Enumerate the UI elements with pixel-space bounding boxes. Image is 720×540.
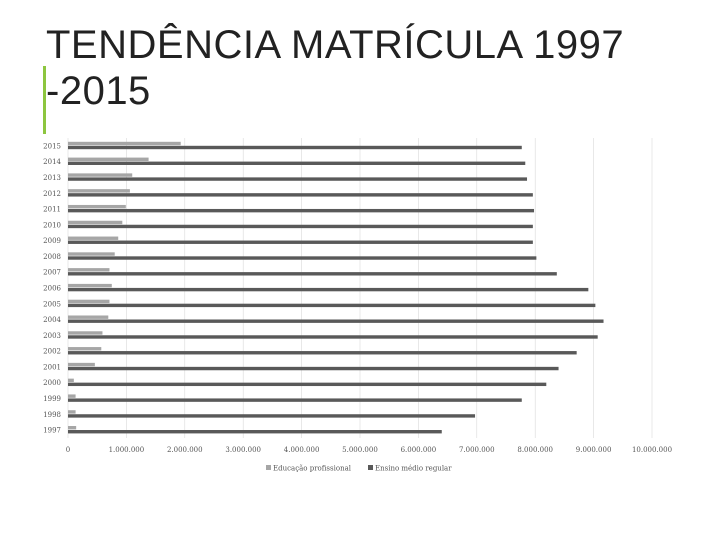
x-tick-label: 0 <box>65 446 71 454</box>
bar-ensino-medio-regular-2007 <box>68 272 557 275</box>
bar-educacao-profissional-2005 <box>68 300 109 303</box>
legend-label: Educação profissional <box>273 464 351 473</box>
x-tick-label: 8.000.000 <box>517 446 554 454</box>
bar-ensino-medio-regular-2002 <box>68 351 577 354</box>
bar-ensino-medio-regular-2011 <box>68 209 534 212</box>
y-tick-label: 2010 <box>43 221 61 230</box>
y-axis-tick-labels <box>43 142 61 434</box>
y-tick-label: 2003 <box>43 331 61 340</box>
bar-educacao-profissional-1998 <box>68 410 76 413</box>
bar-ensino-medio-regular-2004 <box>68 319 604 322</box>
x-tick-label: 3.000.000 <box>225 446 262 454</box>
bar-ensino-medio-regular-2010 <box>68 225 533 228</box>
y-tick-label: 2007 <box>43 268 61 277</box>
bar-ensino-medio-regular-1998 <box>68 414 475 417</box>
bar-ensino-medio-regular-2012 <box>68 193 533 196</box>
bar-educacao-profissional-2004 <box>68 315 108 318</box>
bar-educacao-profissional-2001 <box>68 363 95 366</box>
bar-ensino-medio-regular-2014 <box>68 162 525 165</box>
bar-ensino-medio-regular-1997 <box>68 430 442 433</box>
bar-ensino-medio-regular-2015 <box>68 146 522 149</box>
bar-ensino-medio-regular-2008 <box>68 256 536 259</box>
y-tick-label: 2015 <box>43 142 61 151</box>
bar-educacao-profissional-1999 <box>68 394 76 397</box>
x-tick-label: 7.000.000 <box>458 446 495 454</box>
bar-educacao-profissional-2011 <box>68 205 126 208</box>
y-tick-label: 2014 <box>43 158 61 167</box>
bar-ensino-medio-regular-2001 <box>68 367 559 370</box>
bar-ensino-medio-regular-2003 <box>68 335 598 338</box>
x-tick-label: 9.000.000 <box>575 446 612 454</box>
bar-ensino-medio-regular-2000 <box>68 383 546 386</box>
bar-ensino-medio-regular-1999 <box>68 398 522 401</box>
y-tick-label: 2005 <box>43 300 61 309</box>
bar-educacao-profissional-2003 <box>68 331 102 334</box>
bar-educacao-profissional-2006 <box>68 284 112 287</box>
x-axis-tick-labels <box>66 446 672 454</box>
legend-label: Ensino médio regular <box>375 464 452 473</box>
legend-swatch-educacao-profissional <box>266 465 271 470</box>
x-tick-label: 2.000.000 <box>166 446 203 454</box>
chart-legend <box>266 465 452 473</box>
y-tick-label: 2011 <box>43 205 61 214</box>
legend-swatch-ensino-medio-regular <box>368 465 373 470</box>
bar-educacao-profissional-1997 <box>68 426 76 429</box>
bar-ensino-medio-regular-2006 <box>68 288 588 291</box>
bar-educacao-profissional-2002 <box>68 347 101 350</box>
bar-educacao-profissional-2000 <box>68 379 74 382</box>
bar-ensino-medio-regular-2005 <box>68 304 595 307</box>
x-tick-label: 6.000.000 <box>400 446 437 454</box>
y-tick-label: 2008 <box>43 252 61 261</box>
bar-ensino-medio-regular-2013 <box>68 177 527 180</box>
y-tick-label: 2009 <box>43 237 61 246</box>
y-tick-label: 2001 <box>43 363 61 372</box>
bar-educacao-profissional-2008 <box>68 252 115 255</box>
y-tick-label: 2002 <box>43 347 61 356</box>
y-tick-label: 2004 <box>43 316 61 325</box>
bar-educacao-profissional-2014 <box>68 158 149 161</box>
x-tick-label: 5.000.000 <box>342 446 378 454</box>
y-tick-label: 1997 <box>43 426 61 435</box>
slide-title: TENDÊNCIA MATRÍCULA 1997 -2015 <box>46 23 625 113</box>
bar-educacao-profissional-2009 <box>68 237 118 240</box>
bar-educacao-profissional-2012 <box>68 189 130 192</box>
x-tick-label: 1.000.000 <box>108 446 145 454</box>
bar-ensino-medio-regular-2009 <box>68 241 533 244</box>
chart-bars <box>68 142 604 434</box>
bar-educacao-profissional-2007 <box>68 268 109 271</box>
x-tick-label: 10.000.000 <box>631 446 673 454</box>
y-tick-label: 2000 <box>43 379 61 388</box>
x-tick-label: 4.000.000 <box>283 446 320 454</box>
bar-educacao-profissional-2015 <box>68 142 181 145</box>
y-tick-label: 2006 <box>43 284 61 293</box>
y-tick-label: 1998 <box>43 410 61 419</box>
y-tick-label: 1999 <box>43 395 61 404</box>
bar-educacao-profissional-2010 <box>68 221 122 224</box>
y-tick-label: 2013 <box>43 173 61 182</box>
y-tick-label: 2012 <box>43 189 61 198</box>
bar-educacao-profissional-2013 <box>68 173 132 176</box>
